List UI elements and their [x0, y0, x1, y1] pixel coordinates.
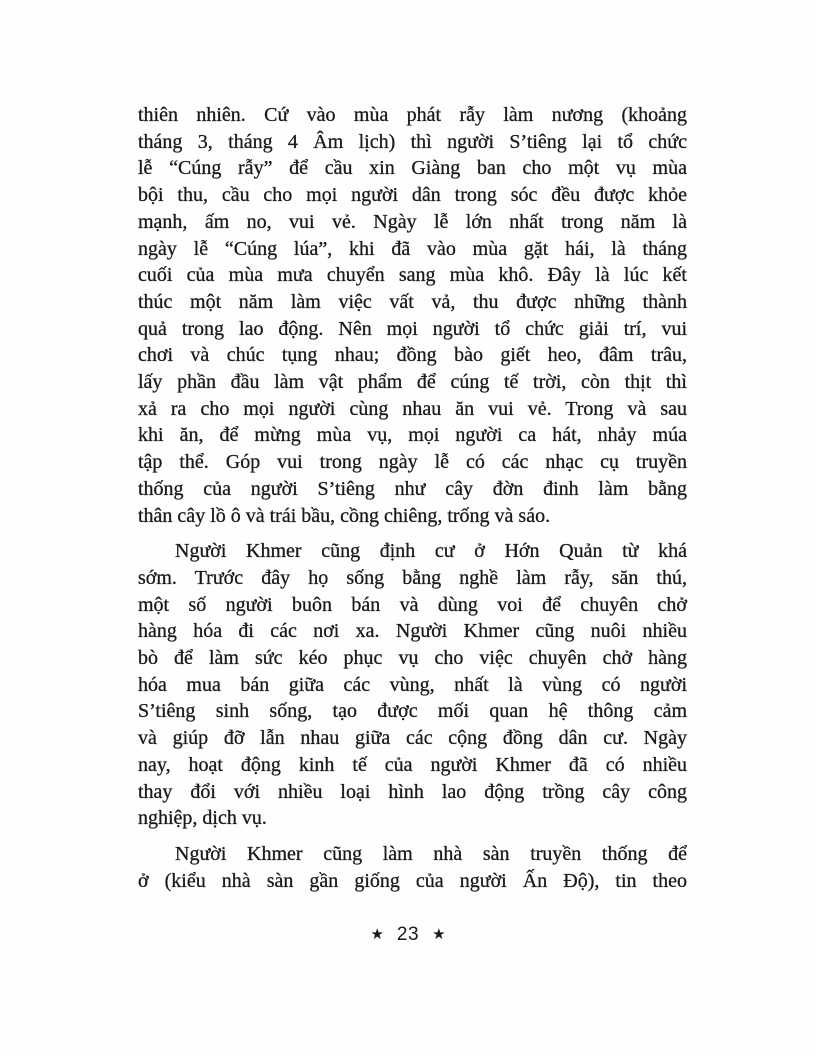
text-line: và giúp đỡ lẫn nhau giữa các cộng đồng dân cư. Ngày — [138, 727, 687, 750]
text-line: lễ “Cúng rẫy” để cầu xin Giàng ban cho một vụ mùa — [138, 157, 687, 180]
paragraph — [138, 102, 687, 529]
text-line: Người Khmer cũng làm nhà sàn truyền thống để — [175, 842, 687, 865]
paragraph — [138, 841, 687, 894]
page-number: 23 — [396, 924, 420, 945]
text-line: ngày lễ “Cúng lúa”, khi đã vào mùa gặt hái, là tháng — [138, 237, 687, 260]
text-line: nay, hoạt động kinh tế của người Khmer đã có nhiều — [138, 753, 687, 776]
text-line: bò để làm sức kéo phục vụ cho việc chuyên chở hàng — [138, 647, 687, 670]
text-line: bội thu, cầu cho mọi người dân trong sóc đều được khỏe — [138, 184, 687, 207]
text-line: nghiệp, dịch vụ. — [138, 807, 267, 830]
paragraph — [138, 538, 687, 832]
text-line: chơi và chúc tụng nhau; đồng bào giết heo, đâm trâu, — [138, 344, 687, 367]
text-line: sớm. Trước đây họ sống bằng nghề làm rẫy, săn thú, — [138, 566, 687, 589]
text-line: khi ăn, để mừng mùa vụ, mọi người ca hát, nhảy múa — [138, 424, 687, 447]
text-line: tập thể. Góp vui trong ngày lễ có các nhạc cụ truyền — [138, 451, 687, 474]
text-line: thống của người S’tiêng như cây đờn đinh làm bằng — [138, 477, 687, 500]
text-line: ở (kiểu nhà sàn gần giống của người Ấn Độ), tin theo — [138, 869, 687, 892]
footer-star-left-icon: ★ — [370, 925, 384, 943]
text-line: thiên nhiên. Cứ vào mùa phát rẫy làm nương (khoảng — [138, 104, 687, 126]
page-body-text — [138, 102, 687, 894]
text-line: thay đổi với nhiều loại hình lao động trồng cây công — [138, 780, 687, 803]
text-line: thân cây lồ ô và trái bầu, cồng chiêng, trống và sáo. — [138, 504, 551, 527]
text-line: một số người buôn bán và dùng voi để chuyên chở — [138, 593, 687, 616]
text-line: quả trong lao động. Nên mọi người tổ chức giải trí, vui — [138, 317, 687, 340]
text-line: hóa mua bán giữa các vùng, nhất là vùng có người — [138, 673, 687, 696]
footer-star-right-icon: ★ — [432, 925, 446, 943]
text-line: tháng 3, tháng 4 Âm lịch) thì người S’tiêng lại tổ chức — [138, 130, 687, 153]
text-line: hàng hóa đi các nơi xa. Người Khmer cũng nuôi nhiều — [138, 620, 687, 643]
text-line: Người Khmer cũng định cư ở Hớn Quản từ khá — [175, 540, 687, 563]
text-line: thúc một năm làm việc vất vả, thu được những thành — [138, 290, 687, 313]
page-footer — [0, 924, 816, 946]
text-line: S’tiêng sinh sống, tạo được mối quan hệ thông cảm — [138, 700, 687, 723]
text-line: xả ra cho mọi người cùng nhau ăn vui vẻ. Trong và sau — [138, 397, 687, 420]
text-line: cuối của mùa mưa chuyển sang mùa khô. Đây là lúc kết — [138, 264, 687, 287]
text-line: lấy phần đầu làm vật phẩm để cúng tế trời, còn thịt thì — [138, 371, 687, 394]
text-line: mạnh, ấm no, vui vẻ. Ngày lễ lớn nhất trong năm là — [138, 210, 687, 233]
